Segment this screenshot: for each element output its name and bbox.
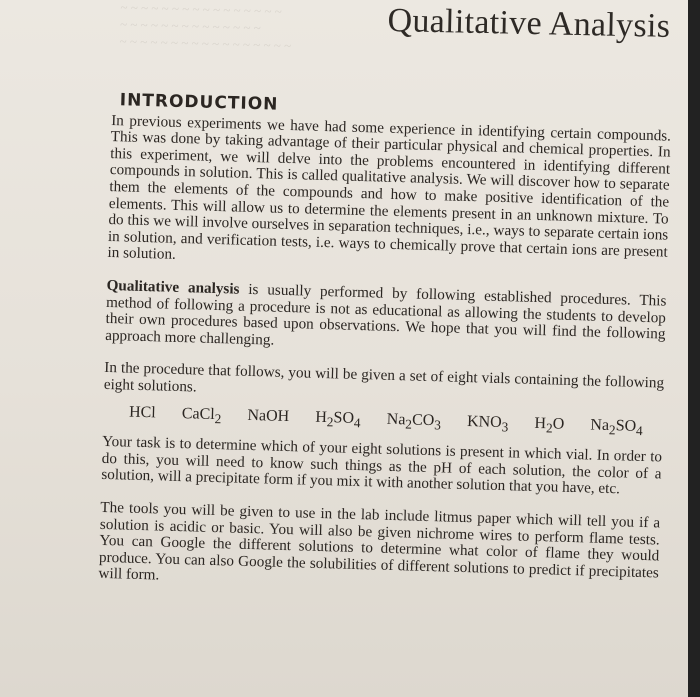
page-edge-shadow	[688, 0, 700, 697]
paragraph-task: Your task is to determine which of your eight solutions is present in which vial. In order to do this, you will need to know such things as the pH of each solution, the color of a solution, will a precipitate form if you mix it with another solution that you have, etc.	[101, 433, 663, 498]
bleed-through-text: ~ ~ ~ ~ ~ ~ ~ ~ ~ ~ ~ ~ ~ ~ ~ ~ ~ ~ ~ ~ ~ ~ ~ ~ ~ ~ ~ ~ ~ ~ ~ ~ ~ ~ ~ ~ ~ ~ ~ ~ ~ ~ ~ ~ ~ ~ ~	[119, 0, 292, 54]
paragraph-procedure: In the procedure that follows, you will be given a set of eight vials containing the following eight solutions.	[103, 359, 665, 396]
formula-naoh: NaOH	[247, 406, 290, 425]
formula-na2co3: $Na_2CO_3$	[386, 410, 442, 432]
solution-formula-list	[103, 403, 663, 439]
formula-h2o: $H_2O$	[534, 414, 565, 436]
section-heading: INTRODUCTION	[119, 90, 279, 115]
formula-cacl2: CaCl$_2$	[181, 404, 222, 426]
page-body	[98, 92, 672, 614]
formula-hcl: HCl	[128, 403, 156, 421]
formula-na2so4: $Na_2SO_4$	[590, 415, 643, 438]
page-title: Qualitative Analysis	[387, 2, 671, 45]
paragraph-qualitative-text: is usually performed by following established procedures. This method of following a procedure is not as educational as allowing the students to develop their own procedures based upon observations. We hope that you will find the following approach more challenging.	[104, 280, 667, 349]
bold-term: Qualitative analysis	[106, 276, 240, 298]
formula-h2so4: $H_2SO_4$	[315, 408, 361, 430]
paragraph-intro: In previous experiments we have had some experience in identifying certain compounds. This was done by taking advantage of their particular physical and chemical properties. In this experiment, we will delve into the problems encountered in identifying different compounds in solution. This is called qualitative analysis. We will discover how to separate them the elements of the compounds and how to make positive identification of the elements. This will allow us to determine the elements present in an unknown mixture. To do this we will involve ourselves in separation techniques, i.e., ways to separate certain ions in solution, and verification tests, i.e. ways to chemically prove that certain ions are present in solution.	[107, 111, 672, 264]
paragraph-qualitative	[105, 278, 667, 360]
paragraph-tools: The tools you will be given to use in the lab include litmus paper which will tell you if a solution is acidic or basic. You will also be given nichrome wires to perform flame tests. You can Google the different solutions to determine what color of flame they would produce. You can also Google the solubilities of different solutions to predict if precipitates will form.	[98, 498, 661, 584]
formula-kno3: $KNO_3$	[466, 412, 509, 434]
